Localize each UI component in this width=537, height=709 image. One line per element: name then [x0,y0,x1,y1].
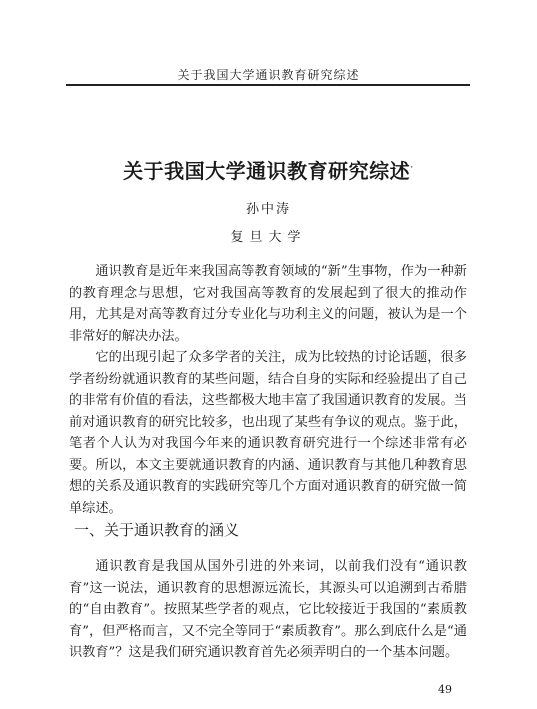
section-heading: 一、关于通识教育的涵义 [74,521,240,539]
paragraph-intro: 通识教育是近年来我国高等教育领域的“新”生事物，作为一种新的教育理念与思想，它对我国高等教育的发展起到了很大的推动作用，尤其是对高等教育过分专业化与功利主义的问题，被认为是一个非常好的解决办法。 [69,264,467,344]
article-title [0,155,537,184]
author-name: 孙中涛 [245,202,291,217]
title-footnote-mark: · [410,162,414,174]
paragraph-background: 它的出现引起了众多学者的关注，成为比较热的讨论话题，很多学者纷纷就通识教育的某些问题，结合自身的实际和经验提出了自己的非常有价值的看法，这些都极大地丰富了我国通识教育的发展。当前对通识教育的研究比较多，也出现了某些有争议的观点。鉴于此，笔者个人认为对我国今年来的通识教育研究进行一个综述非常有必要。所以，本文主要就通识教育的内涵、通识教育与其他几种教育思想的关系及通识教育的实践研究等几个方面对通识教育的研究做一简单综述。 [69,350,467,516]
running-header: 关于我国大学通识教育研究综述 [177,68,360,82]
paragraph-definition: 通识教育是我国从国外引进的外来词，以前我们没有“通识教育”这一说法，通识教育的思想源远流长，其源头可以追溯到古希腊的“自由教育”。按照某些学者的观点，它比较接近于我国的“素质教育”，但严格而言，又不完全等同于“素质教育”。那么到底什么是“通识教育”？这是我们研究通识教育首先必须弄明白的一个基本问题。 [69,559,467,660]
page-number: 49 [438,683,452,696]
article-title-text: 关于我国大学通识教育研究综述 [123,159,411,183]
author-affiliation: 复旦大学 [230,230,307,245]
header-rule [66,84,470,86]
